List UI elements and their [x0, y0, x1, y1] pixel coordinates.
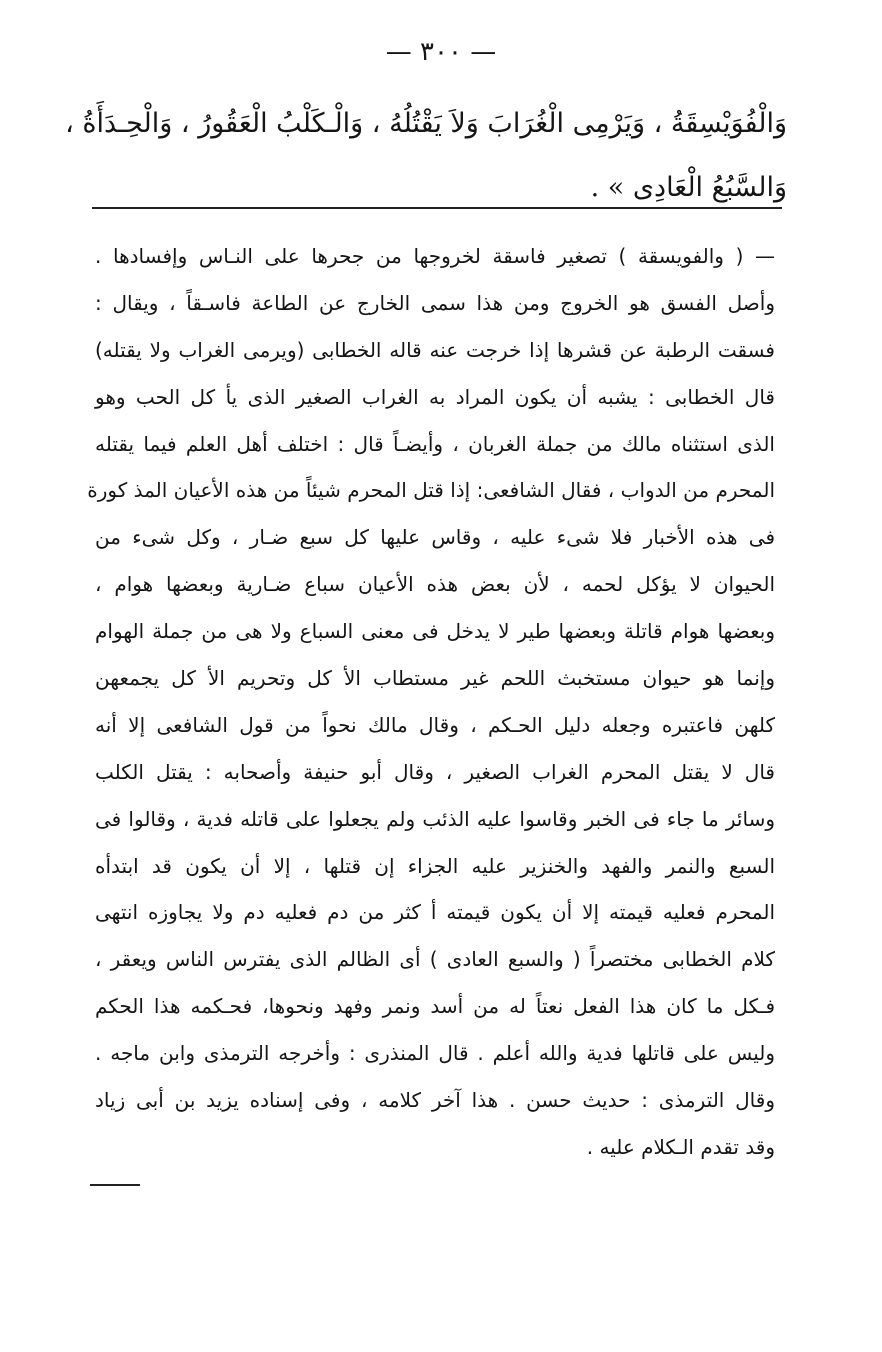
commentary-line: وبعضها هوام قاتلة وبعضها طير لا يدخل فى معنى السباع ولا هى من جملة الهوام — [95, 619, 775, 644]
commentary-line: الذى استثناه مالك من جملة الغربان ، وأيضـاً قال : اختلف أهل العلم فيما يقتله — [95, 431, 775, 456]
end-dash — [90, 1184, 140, 1186]
commentary-line: فـكل ما كان هذا الفعل نعتاً له من أسد ونمر وفهد ونحوها، فحـكمه هذا الحكم — [95, 994, 775, 1019]
commentary-line: فى هذه الأخبار فلا شىء عليه ، وقاس عليها كل سبع ضـار ، وكل شىء من — [95, 525, 775, 550]
hadith-line: وَالْفُوَيْسِقَةُ ، وَيَرْمِى الْغُرَابَ وَلاَ يَقْتُلُهُ ، وَالْـكَلْبُ الْعَقُورُ ، وَالْحِـدَأَةُ ، — [65, 108, 787, 139]
commentary-line: كلهن فاعتبره وجعله دليل الحـكم ، وقال مالك نحواً من قول الشافعى إلا أنه — [95, 712, 775, 737]
commentary-line: وليس على قاتلها فدية والله أعلم . قال المنذرى : وأخرجه الترمذى وابن ماجه . — [95, 1041, 775, 1066]
commentary-line: كلام الخطابى مختصراً ( والسبع العادى ) أى الظالم الذى يفترس الناس ويعقر ، — [95, 947, 775, 972]
commentary-line: الحيوان لا يؤكل لحمه ، لأن بعض هذه الأعيان سباع ضـارية وبعضها هوام ، — [95, 572, 775, 597]
page-number: — ٣٠٠ — — [385, 37, 497, 67]
commentary-line: وإنما هو حيوان مستخبث اللحم غير مستطاب الأ كل وتحريم الأ كل يجمعهن — [95, 666, 775, 691]
commentary-line: وقد تقدم الـكلام عليه . — [586, 1134, 775, 1159]
commentary-line: قال الخطابى : يشبه أن يكون المراد به الغراب الصغير الذى يأ كل الحب وهو — [95, 384, 775, 409]
commentary-line: فسقت الرطبة عن قشرها إذا خرجت عنه قاله الخطابى (ويرمى الغراب ولا يقتله) — [95, 337, 775, 362]
commentary-line: المحرم فعليه قيمته إلا أن يكون قيمته أ كثر من دم فعليه دم ولا يجاوزه انتهى — [95, 900, 775, 925]
commentary-line: السبع والنمر والفهد والخنزير عليه الجزاء إن قتلها ، إلا أن يكون قد ابتدأه — [95, 853, 775, 878]
commentary-text — [87, 233, 775, 1171]
separator-rule — [92, 207, 782, 209]
hadith-text — [65, 92, 787, 220]
commentary-line: قال لا يقتل المحرم الغراب الصغير ، وقال أبو حنيفة وأصحابه : يقتل الكلب — [95, 759, 775, 784]
commentary-line: وأصل الفسق هو الخروج ومن هذا سمى الخارج عن الطاعة فاسـقاً ، ويقال : — [95, 290, 775, 315]
commentary-line: — ( والفويسقة ) تصغير فاسقة لخروجها من جحرها على النـاس وإفسادها . — [95, 244, 775, 268]
hadith-line: وَالسَّبُعُ الْعَادِى » . — [590, 172, 787, 203]
commentary-line: المحرم من الدواب ، فقال الشافعى: إذا قتل المحرم شيئاً من هذه الأعيان المذ كورة — [87, 478, 775, 503]
commentary-line: وقال الترمذى : حديث حسن . هذا آخر كلامه ، وفى إسناده يزيد بن أبى زياد — [95, 1088, 775, 1113]
commentary-line: وسائر ما جاء فى الخبر وقاسوا عليه الذئب ولم يجعلوا على قاتله فدية ، وقالوا فى — [95, 806, 775, 831]
